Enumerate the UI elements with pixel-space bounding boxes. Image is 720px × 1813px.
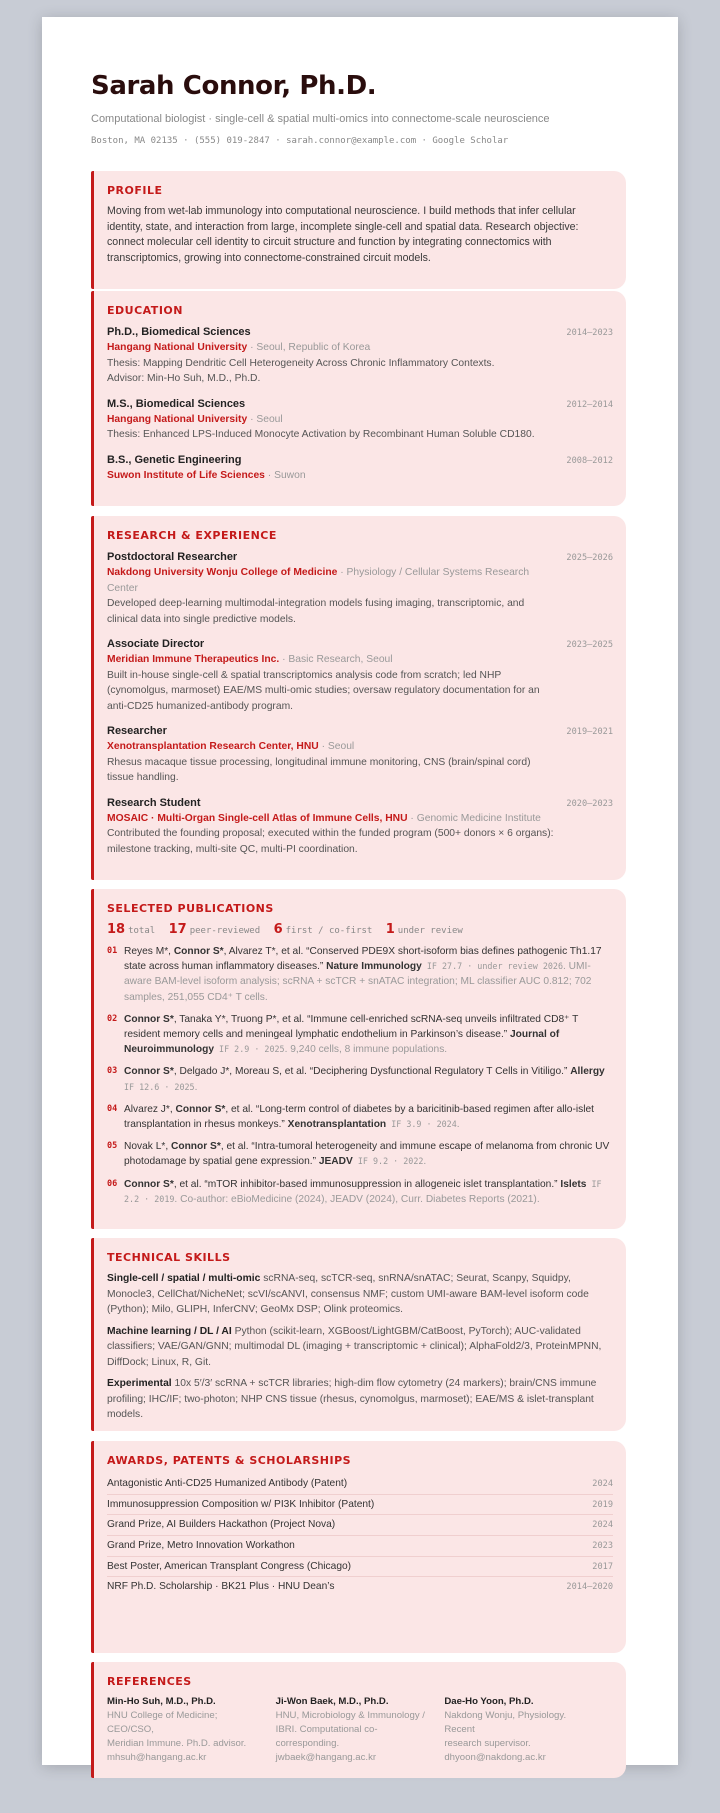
section-title: REFERENCES <box>107 1675 192 1688</box>
pub-note: . <box>456 1119 460 1131</box>
reference-email[interactable]: dhyoon@nakdong.ac.kr <box>444 1752 546 1763</box>
school: Hangang National University <box>107 413 248 425</box>
publication-item <box>107 1102 613 1132</box>
skill-label: Single-cell / spatial / multi-omic <box>107 1273 261 1284</box>
pub-note: . <box>423 1156 427 1168</box>
organization: Nakdong University Wonju College of Medicine <box>107 567 338 578</box>
pub-citation: , et al. “mTOR inhibitor-based immunosuppression in allogeneic islet transplantation.” <box>173 1178 561 1190</box>
reference-line: Nakdong Wonju, Physiology. Recent <box>444 1710 567 1735</box>
pub-journal: Nature Immunology <box>326 961 422 973</box>
location: · Suwon <box>267 469 306 481</box>
description: Rhesus macaque tissue processing, longitudinal immune monitoring, CNS (brain/spinal cord) tissue handling. <box>107 756 531 783</box>
award-name: Grand Prize, Metro Innovation Workathon <box>107 1540 295 1552</box>
pub-note: . UMI-aware BAM-level isoform analysis; scRNA + scTCR + snATAC integration; ML classifier AUC 0.812; 702 samples, 251,055 CD4⁺ T cells. <box>124 961 592 1003</box>
location: · Seoul <box>250 413 283 425</box>
profile-section <box>91 171 626 289</box>
degree: B.S., Genetic Engineering <box>107 453 242 466</box>
pub-citation: , Alvarez T*, et al. “Conserved PDE9X short-isoform bias defines pathogenic Th1.17 state across human inflammatory diseases.” <box>124 946 602 973</box>
description: Built in-house single-cell & spatial transcriptomics analysis code from scratch; led NHP (cynomolgus, marmoset) EAE/MS multi-omic studies; oversaw regulatory documentation for an anti-CD25 humanized-antibody program. <box>107 669 540 712</box>
award-row <box>107 1515 613 1536</box>
section-title: RESEARCH & EXPERIENCE <box>107 529 277 542</box>
organization: MOSAIC · Multi-Organ Single-cell Atlas of Immune Cells, HNU <box>107 812 408 824</box>
award-name: Immunosuppression Composition w/ PI3K Inhibitor (Patent) <box>107 1498 375 1510</box>
pub-citation: , Tanaka Y*, Truong P*, et al. “Immune cell-enriched scRNA-seq unveils infiltrated CD8⁺ T resident memory cells and meningeal lymphatic endothelium in Parkinson’s disease.” <box>124 1013 579 1041</box>
publication-item <box>107 1064 613 1094</box>
skills-section <box>91 1238 626 1431</box>
dates: 2020–2023 <box>566 798 613 809</box>
reference-card <box>107 1695 276 1765</box>
award-year: 2024 <box>592 1520 613 1531</box>
pub-number: 03 <box>107 1066 118 1077</box>
pub-journal: JEADV <box>318 1156 353 1168</box>
department: · Basic Research, Seoul <box>282 654 393 665</box>
skill-group <box>107 1271 613 1318</box>
stat-first: 6 <box>273 922 283 937</box>
description: Contributed the founding proposal; executed within the funded program (500+ donors × 6 organs): milestone tracking, multi-site QC, multi-PI coordination. <box>107 828 554 855</box>
role: Researcher <box>107 725 167 737</box>
department: · Seoul <box>321 741 355 752</box>
pub-journal: Allergy <box>570 1066 605 1078</box>
dates: 2014–2023 <box>566 328 613 338</box>
pub-citation: , et al. “Long-term control of diabetes by a baricitinib-based regimen after allo-islet transplantation in rhesus monkeys.” <box>124 1103 594 1131</box>
pub-journal: Islets <box>560 1178 587 1190</box>
education-entry <box>107 452 613 484</box>
reference-line: Meridian Immune. Ph.D. advisor. <box>107 1738 247 1749</box>
reference-name: Ji-Won Baek, M.D., Ph.D. <box>275 1696 389 1707</box>
award-name: Best Poster, American Transplant Congress (Chicago) <box>107 1560 352 1572</box>
education-entry <box>107 396 613 443</box>
experience-entry <box>107 795 613 858</box>
award-year: 2019 <box>592 1499 613 1510</box>
dates: 2008–2012 <box>566 455 613 466</box>
stat-label: first / co-first <box>285 926 373 936</box>
skill-group <box>107 1324 613 1371</box>
candidate-name: Sarah Connor, Ph.D. <box>91 71 377 101</box>
dates: 2025–2026 <box>566 553 613 563</box>
award-year: 2024 <box>592 1479 613 1489</box>
section-title: EDUCATION <box>107 304 183 317</box>
award-year: 2014–2020 <box>566 1582 613 1593</box>
skill-label: Machine learning / DL / AI <box>107 1325 232 1337</box>
section-title: TECHNICAL SKILLS <box>107 1251 231 1264</box>
skill-text: scRNA-seq, scTCR-seq, snRNA/snATAC; Seurat, Scanpy, Squidpy, Monocle3, CellChat/NicheNet; scVI/scANVI, consensus NMF; custom UMI-aware BAM-level isoform code (Python); Milo, GLIPH, InferCNV; GeoMx DSP; Olink proteomics. <box>107 1273 589 1315</box>
award-row <box>107 1577 613 1598</box>
publication-stats <box>107 922 613 937</box>
publication-item <box>107 1177 613 1207</box>
pub-self: Connor S* <box>124 1178 174 1190</box>
skill-label: Experimental <box>107 1378 172 1389</box>
reference-line: research supervisor. <box>444 1738 531 1749</box>
pub-authors: Reyes M*, <box>124 946 174 957</box>
contact-line: Boston, MA 02135 · (555) 019-2847 · sarah.connor@example.com · Google Scholar <box>91 136 509 146</box>
award-row <box>107 1557 613 1578</box>
resume-page <box>42 17 678 1765</box>
dates: 2012–2014 <box>566 399 613 410</box>
reference-card <box>444 1695 613 1765</box>
role: Research Student <box>107 796 201 809</box>
award-year: 2023 <box>592 1541 613 1552</box>
tagline: Computational biologist · single-cell & spatial multi-omics into connectome-scale neuroscience <box>91 113 550 125</box>
pub-self: Connor S* <box>171 1141 221 1153</box>
pub-number: 04 <box>107 1103 118 1114</box>
stat-label: under review <box>397 926 463 936</box>
section-title: PROFILE <box>107 184 163 197</box>
reference-email[interactable]: mhsuh@hangang.ac.kr <box>107 1752 207 1763</box>
education-section <box>91 291 626 506</box>
role: Associate Director <box>107 638 205 650</box>
publication-item <box>107 1012 613 1058</box>
organization: Meridian Immune Therapeutics Inc. <box>107 654 280 665</box>
pub-citation: , Delgado J*, Moreau S, et al. “Deciphering Dysfunctional Regulatory T Cells in Vitiligo.” <box>173 1066 571 1078</box>
pub-journal: Xenotransplantation <box>287 1119 387 1131</box>
pub-self: Connor S* <box>124 1066 174 1078</box>
pub-citation: , et al. “Intra-tumoral heterogeneity and immune escape of melanoma from chronic UV photodamage by spatial gene expression.” <box>124 1141 610 1168</box>
degree: M.S., Biomedical Sciences <box>107 397 246 410</box>
awards-section <box>91 1441 626 1653</box>
award-row <box>107 1495 613 1516</box>
pub-self: Connor S* <box>173 946 224 957</box>
award-row <box>107 1474 613 1495</box>
skill-text: 10x 5′/3′ scRNA + scTCR libraries; high-dim flow cytometry (24 markers); brain/CNS immune profiling; IHC/IF; two-photon; NHP CNS tissue (rhesus, cynomolgus, marmoset); EAE/MS & islet-transplant models. <box>107 1378 597 1420</box>
award-name: Antagonistic Anti-CD25 Humanized Antibody (Patent) <box>107 1478 348 1489</box>
pub-meta: IF 9.2 · 2022 <box>352 1156 424 1167</box>
publication-item <box>107 944 613 1005</box>
stat-total: 18 <box>107 922 126 937</box>
reference-email[interactable]: jwbaek@hangang.ac.kr <box>275 1752 377 1763</box>
award-name: Grand Prize, AI Builders Hackathon (Project Nova) <box>107 1519 336 1531</box>
thesis-line: Thesis: Enhanced LPS-Induced Monocyte Activation by Recombinant Human Soluble CD180. <box>107 429 535 440</box>
references-section <box>91 1662 626 1778</box>
award-year: 2017 <box>592 1561 613 1572</box>
skill-text: Python (scikit-learn, XGBoost/LightGBM/CatBoost, PyTorch); AUC-validated classifiers; VAE/GAN/GNN; multimodal DL (imaging + transcriptomic + clinical); AlphaFold2/3, ProteinMPNN, DiffDock; Linux, R, Git. <box>107 1325 602 1368</box>
pub-authors: Novak L*, <box>124 1141 171 1153</box>
reference-card <box>276 1695 445 1765</box>
pub-number: 01 <box>107 946 118 956</box>
pub-number: 02 <box>107 1013 118 1024</box>
department: · Genomic Medicine Institute <box>410 812 541 824</box>
advisor-line: Advisor: Min-Ho Suh, M.D., Ph.D. <box>107 373 261 384</box>
stat-peer: 17 <box>168 922 187 937</box>
dates: 2019–2021 <box>566 727 613 737</box>
school: Hangang National University <box>107 342 248 353</box>
description: Developed deep-learning multimodal-integration models fusing imaging, transcriptomic, and clinical data into single predictive models. <box>107 598 525 625</box>
reference-name: Dae-Ho Yoon, Ph.D. <box>444 1696 534 1707</box>
stat-review: 1 <box>385 922 395 937</box>
award-row <box>107 1536 613 1557</box>
stat-label: total <box>128 926 156 936</box>
profile-text: Moving from wet-lab immunology into computational neuroscience. I build methods that infer cellular identity, state, and interaction from large, incomplete single-cell and spatial data. Research objective: connect molecular cell identity to circuit structure and function by integrating connectomics with transcriptomics, growing into connectome-constrained circuit models. <box>107 205 579 264</box>
education-entry <box>107 324 613 387</box>
experience-entry <box>107 636 613 714</box>
school: Suwon Institute of Life Sciences <box>107 469 265 481</box>
pub-number: 06 <box>107 1178 118 1189</box>
pub-meta: IF 3.9 · 2024 <box>386 1119 457 1130</box>
pub-self: Connor S* <box>124 1013 174 1025</box>
pub-meta: IF 2.2 · 2019 <box>124 1178 602 1204</box>
pub-number: 05 <box>107 1141 118 1152</box>
reference-line: IBRI. Computational co- <box>275 1724 378 1735</box>
pub-meta: IF 2.9 · 2025 <box>214 1044 285 1055</box>
reference-line: HNU College of Medicine; CEO/CSO, <box>107 1710 218 1735</box>
pub-note: . <box>194 1081 198 1093</box>
department: · Physiology / Cellular Systems Research Center <box>107 567 530 594</box>
organization: Xenotransplantation Research Center, HNU <box>107 741 319 752</box>
publication-item <box>107 1139 613 1169</box>
reference-line: corresponding. <box>275 1738 340 1749</box>
location: · Seoul, Republic of Korea <box>250 342 371 353</box>
stat-label: peer-reviewed <box>189 926 261 936</box>
section-title: AWARDS, PATENTS & SCHOLARSHIPS <box>107 1454 352 1467</box>
reference-line: HNU, Microbiology & Immunology / <box>275 1710 425 1721</box>
skill-group <box>107 1376 613 1423</box>
pub-note: . 9,240 cells, 8 immune populations. <box>284 1044 448 1056</box>
degree: Ph.D., Biomedical Sciences <box>107 326 251 338</box>
experience-entry <box>107 549 613 627</box>
pub-meta: IF 27.7 · under review 2026 <box>421 961 563 972</box>
resume-content <box>91 70 622 1763</box>
pub-note: . Co-author: eBioMedicine (2024), JEADV (2024), Curr. Diabetes Reports (2021). <box>174 1193 540 1205</box>
pub-journal: Journal of Neuroimmunology <box>124 1029 560 1056</box>
dates: 2023–2025 <box>566 640 613 650</box>
pub-meta: IF 12.6 · 2025 <box>124 1081 195 1092</box>
experience-section <box>91 516 626 880</box>
award-name: NRF Ph.D. Scholarship · BK21 Plus · HNU Dean’s <box>107 1581 335 1593</box>
section-title: SELECTED PUBLICATIONS <box>107 902 274 915</box>
thesis-line: Thesis: Mapping Dendritic Cell Heterogeneity Across Chronic Inflammatory Contexts. <box>107 357 495 369</box>
reference-name: Min-Ho Suh, M.D., Ph.D. <box>107 1696 216 1707</box>
pub-self: Connor S* <box>175 1103 226 1115</box>
publications-section <box>91 889 626 1229</box>
pub-authors: Alvarez J*, <box>124 1103 176 1115</box>
experience-entry <box>107 723 613 786</box>
role: Postdoctoral Researcher <box>107 551 238 563</box>
